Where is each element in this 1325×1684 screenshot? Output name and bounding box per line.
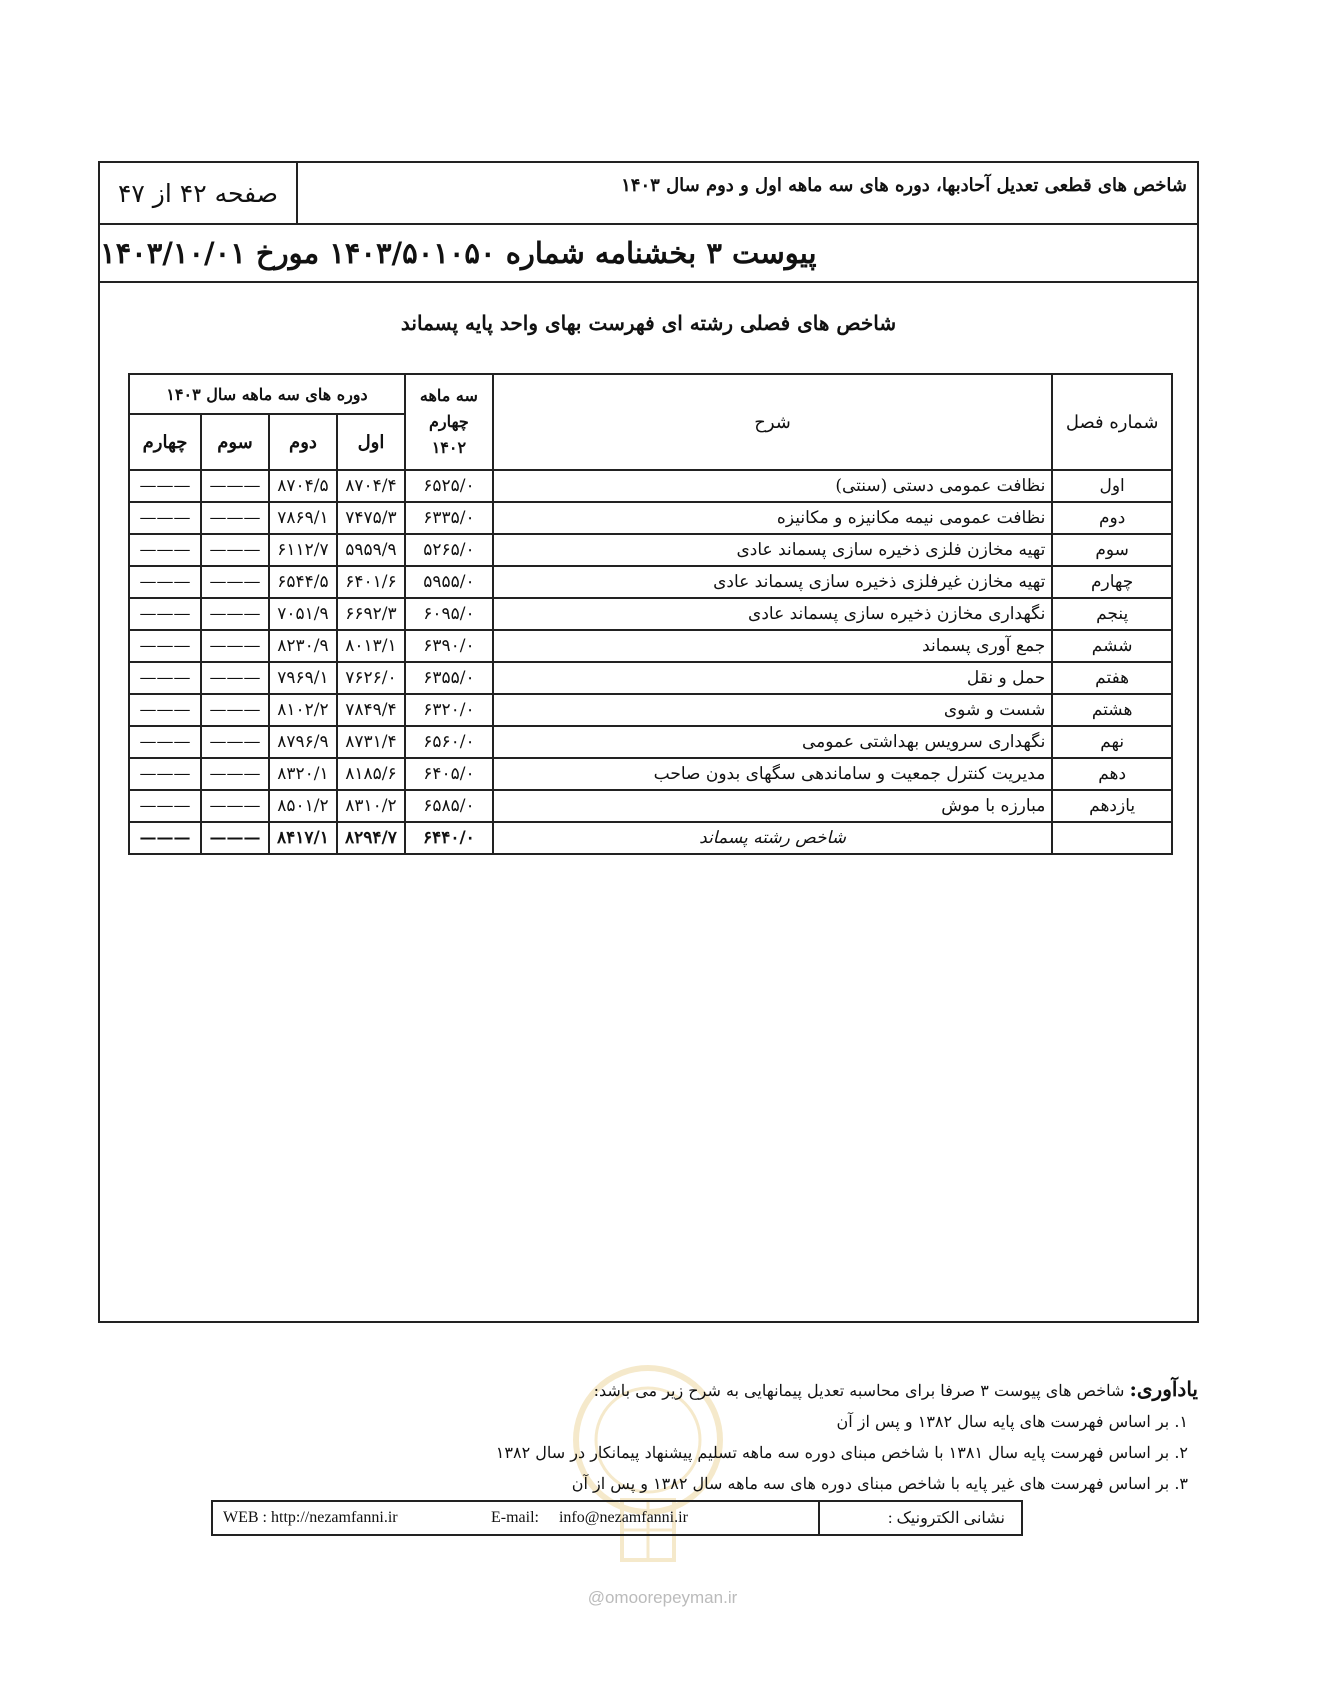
base-value-cell: ۶۴۰۵/۰ [405, 758, 493, 790]
footer-web-link[interactable]: WEB : http://nezamfanni.ir [223, 1509, 398, 1526]
description-cell: نظافت عمومی دستی (سنتی) [493, 470, 1052, 502]
q4-value-cell: ——— [129, 566, 201, 598]
base-value-cell: ۶۵۸۵/۰ [405, 790, 493, 822]
header-q4: چهارم [129, 414, 201, 470]
footer-contact [211, 1500, 1023, 1536]
header-chapter-no: شماره فصل [1052, 374, 1172, 470]
description-cell: جمع آوری پسماند [493, 630, 1052, 662]
table-row [129, 470, 1172, 502]
q2-value-cell: ۸۲۳۰/۹ [269, 630, 337, 662]
q2-value-cell: ۸۵۰۱/۲ [269, 790, 337, 822]
note-item: ۲. بر اساس فهرست پایه سال ۱۳۸۱ با شاخص مبنای دوره سه ماهه تسلیم پیشنهاد پیمانکار در سال ۱۳۸۲ [495, 1443, 1188, 1462]
base-value-cell: ۵۲۶۵/۰ [405, 534, 493, 566]
q1-value-cell: ۸۷۰۴/۴ [337, 470, 405, 502]
q2-value-cell: ۸۷۹۶/۹ [269, 726, 337, 758]
q4-value-cell: ——— [129, 534, 201, 566]
q3-value-cell: ——— [201, 566, 269, 598]
base-value-cell: ۶۳۹۰/۰ [405, 630, 493, 662]
base-value-cell: ۶۵۶۰/۰ [405, 726, 493, 758]
notes-intro: شاخص های پیوست ۳ صرفا برای محاسبه تعدیل پیمانهایی به شرح زیر می باشد: [593, 1381, 1125, 1400]
chapter-cell: یازدهم [1052, 790, 1172, 822]
total-base: ۶۴۴۰/۰ [405, 822, 493, 854]
q1-value-cell: ۸۷۳۱/۴ [337, 726, 405, 758]
q2-value-cell: ۸۱۰۲/۲ [269, 694, 337, 726]
q1-value-cell: ۵۹۵۹/۹ [337, 534, 405, 566]
appendix-title: پیوست ۳ بخشنامه شماره ۱۴۰۳/۵۰۱۰۵۰ مورخ ۱۴۰۳/۱۰/۰۱ [100, 225, 1197, 283]
chapter-cell: پنجم [1052, 598, 1172, 630]
section-title: شاخص های فصلی رشته ای فهرست بهای واحد پایه پسماند [400, 311, 897, 335]
q3-value-cell: ——— [201, 534, 269, 566]
q4-value-cell: ——— [129, 726, 201, 758]
q1-value-cell: ۷۸۴۹/۴ [337, 694, 405, 726]
description-cell: تهیه مخازن غیرفلزی ذخیره سازی پسماند عادی [493, 566, 1052, 598]
table-row [129, 758, 1172, 790]
description-cell: مبارزه با موش [493, 790, 1052, 822]
chapter-cell: هشتم [1052, 694, 1172, 726]
header-base-quarter: سه ماهه چهارم ۱۴۰۲ [405, 374, 493, 470]
table-row [129, 598, 1172, 630]
total-q1: ۸۲۹۴/۷ [337, 822, 405, 854]
q3-value-cell: ——— [201, 758, 269, 790]
description-cell: حمل و نقل [493, 662, 1052, 694]
q4-value-cell: ——— [129, 630, 201, 662]
page-number: صفحه ۴۲ از ۴۷ [100, 163, 298, 223]
chapter-cell: اول [1052, 470, 1172, 502]
q4-value-cell: ——— [129, 758, 201, 790]
q1-value-cell: ۷۶۲۶/۰ [337, 662, 405, 694]
total-chapter-cell [1052, 822, 1172, 854]
q2-value-cell: ۶۵۴۴/۵ [269, 566, 337, 598]
base-value-cell: ۵۹۵۵/۰ [405, 566, 493, 598]
base-value-cell: ۶۰۹۵/۰ [405, 598, 493, 630]
q1-value-cell: ۶۴۰۱/۶ [337, 566, 405, 598]
q3-value-cell: ——— [201, 470, 269, 502]
table-row [129, 790, 1172, 822]
table-row [129, 694, 1172, 726]
note-item: ۱. بر اساس فهرست های پایه سال ۱۳۸۲ و پس از آن [836, 1412, 1188, 1431]
total-q3: ——— [201, 822, 269, 854]
notes [478, 1374, 1198, 1499]
chapter-cell: ششم [1052, 630, 1172, 662]
header-row [100, 163, 1197, 225]
footer-email-link[interactable]: E-mail: info@nezamfanni.ir [491, 1509, 688, 1526]
q1-value-cell: ۸۳۱۰/۲ [337, 790, 405, 822]
q3-value-cell: ——— [201, 630, 269, 662]
description-cell: شست و شوی [493, 694, 1052, 726]
description-cell: نگهداری مخازن ذخیره سازی پسماند عادی [493, 598, 1052, 630]
q1-value-cell: ۶۶۹۲/۳ [337, 598, 405, 630]
base-value-cell: ۶۳۵۵/۰ [405, 662, 493, 694]
q1-value-cell: ۸۰۱۳/۱ [337, 630, 405, 662]
notes-lead: یادآوری: [1129, 1377, 1198, 1401]
total-row [129, 822, 1172, 854]
q4-value-cell: ——— [129, 470, 201, 502]
footer-label: نشانی الکترونیک : [818, 1502, 1021, 1534]
table-row [129, 726, 1172, 758]
q4-value-cell: ——— [129, 694, 201, 726]
base-value-cell: ۶۳۳۵/۰ [405, 502, 493, 534]
q2-value-cell: ۸۳۲۰/۱ [269, 758, 337, 790]
description-cell: نظافت عمومی نیمه مکانیزه و مکانیزه [493, 502, 1052, 534]
chapter-cell: هفتم [1052, 662, 1172, 694]
q2-value-cell: ۶۱۱۲/۷ [269, 534, 337, 566]
q1-value-cell: ۷۴۷۵/۳ [337, 502, 405, 534]
q3-value-cell: ——— [201, 598, 269, 630]
header-q2: دوم [269, 414, 337, 470]
header-periods-group: دوره های سه ماهه سال ۱۴۰۳ [129, 374, 405, 414]
table-row [129, 534, 1172, 566]
chapter-cell: چهارم [1052, 566, 1172, 598]
table-row [129, 662, 1172, 694]
note-item: ۳. بر اساس فهرست های غیر پایه با شاخص مبنای دوره های سه ماهه سال ۱۳۸۲ و پس از آن [571, 1474, 1188, 1493]
q2-value-cell: ۷۰۵۱/۹ [269, 598, 337, 630]
q2-value-cell: ۷۸۶۹/۱ [269, 502, 337, 534]
table-row [129, 630, 1172, 662]
q2-value-cell: ۷۹۶۹/۱ [269, 662, 337, 694]
q2-value-cell: ۸۷۰۴/۵ [269, 470, 337, 502]
index-table [128, 373, 1173, 855]
q4-value-cell: ——— [129, 502, 201, 534]
header-description: شرح [493, 374, 1052, 470]
chapter-cell: سوم [1052, 534, 1172, 566]
total-description: شاخص رشته پسماند [493, 822, 1052, 854]
q4-value-cell: ——— [129, 598, 201, 630]
q3-value-cell: ——— [201, 694, 269, 726]
q1-value-cell: ۸۱۸۵/۶ [337, 758, 405, 790]
chapter-cell: دوم [1052, 502, 1172, 534]
description-cell: نگهداری سرویس بهداشتی عمومی [493, 726, 1052, 758]
base-value-cell: ۶۵۲۵/۰ [405, 470, 493, 502]
q3-value-cell: ——— [201, 790, 269, 822]
watermark-url: @omoorepeyman.ir [587, 1588, 738, 1607]
total-q4: ——— [129, 822, 201, 854]
chapter-cell: دهم [1052, 758, 1172, 790]
header-q1: اول [337, 414, 405, 470]
q3-value-cell: ——— [201, 726, 269, 758]
document-frame [98, 161, 1199, 1323]
q4-value-cell: ——— [129, 790, 201, 822]
q4-value-cell: ——— [129, 662, 201, 694]
table-row [129, 502, 1172, 534]
base-value-cell: ۶۳۲۰/۰ [405, 694, 493, 726]
table-row [129, 566, 1172, 598]
description-cell: مدیریت کنترل جمعیت و ساماندهی سگهای بدون صاحب [493, 758, 1052, 790]
total-q2: ۸۴۱۷/۱ [269, 822, 337, 854]
q3-value-cell: ——— [201, 502, 269, 534]
document-title: شاخص های قطعی تعدیل آحادبها، دوره های سه ماهه اول و دوم سال ۱۴۰۳ [621, 174, 1187, 196]
chapter-cell: نهم [1052, 726, 1172, 758]
notes-intro-line [478, 1374, 1198, 1406]
header-q3: سوم [201, 414, 269, 470]
q3-value-cell: ——— [201, 662, 269, 694]
description-cell: تهیه مخازن فلزی ذخیره سازی پسماند عادی [493, 534, 1052, 566]
